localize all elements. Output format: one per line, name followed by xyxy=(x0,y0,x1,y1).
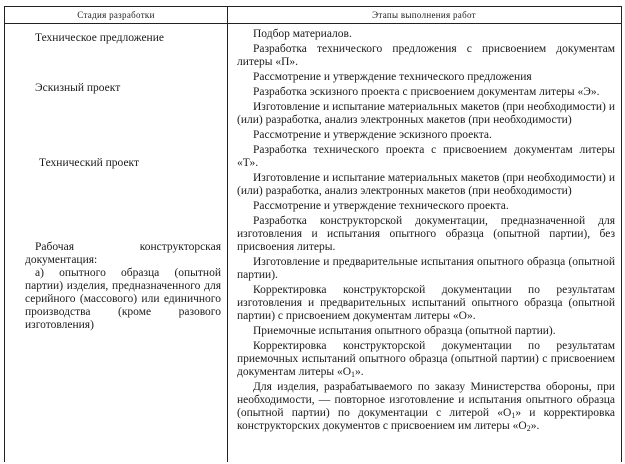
table-header xyxy=(5,7,621,24)
step-item: Приемочные испытания опытного образца (опытной партии). xyxy=(253,325,556,337)
step-item: Разработка конструкторской документации, предназначенной для изготовления и испытания опытного образца (опытной партии), без присвоения литеры. xyxy=(237,215,615,253)
step-item-o1 xyxy=(237,340,615,379)
step-text: Для изделия, разрабатываемого по заказу Министерства обороны, при необходимости, — повторное изготовление и испытания опытного образца (опытной партии) по документации с литерой «О xyxy=(237,381,615,419)
step-item-mo xyxy=(237,381,615,433)
stage-draft: Эскизный проект xyxy=(35,82,121,94)
step-item: Рассмотрение и утверждение технического проекта. xyxy=(253,200,509,212)
header-stage: Стадия разработки xyxy=(77,10,155,20)
step-item: Корректировка конструкторской документации по результатам изготовления и предварительных испытаний опытного образца (опытной партии) с присвоением документам литеры «О». xyxy=(237,284,615,322)
subscript: 1 xyxy=(511,411,516,420)
step-item: Изготовление и испытание материальных макетов (при необходимости) и (или) разработка, анализ электронных макетов (при необходимости) xyxy=(237,172,615,197)
stage-working-sub: а) опытного образца (опытной партии) изделия, предназначенного для серийного (массового) или единичного производства (кроме разового изготовления) xyxy=(25,267,221,331)
stage-tech-proposal: Техническое предложение xyxy=(35,32,164,44)
stage-technical: Технический проект xyxy=(39,157,140,169)
stage-working-docs xyxy=(25,241,221,332)
step-tail: ». xyxy=(530,420,540,432)
step-item: Разработка эскизного проекта с присвоением документам литеры «Э». xyxy=(253,86,600,98)
step-item: Рассмотрение и утверждение эскизного проекта. xyxy=(253,129,492,141)
step-item: Изготовление и испытание материальных макетов (при необходимости) и (или) разработка, анализ электронных макетов (при необходимости) xyxy=(237,101,615,126)
header-steps: Этапы выполнения работ xyxy=(372,10,476,20)
step-item: Разработка технического проекта с присвоением документам литеры «Т». xyxy=(237,144,615,169)
subscript: 1 xyxy=(351,370,356,379)
steps-column xyxy=(237,28,615,433)
stage-working-title: Рабочая конструкторская документация: xyxy=(25,241,221,266)
column-divider xyxy=(227,7,228,462)
step-item: Разработка технического предложения с присвоением документам литеры «П». xyxy=(237,43,615,68)
step-item: Подбор материалов. xyxy=(253,28,352,40)
stages-table xyxy=(4,6,622,462)
subscript: 2 xyxy=(526,424,531,433)
step-text: Корректировка конструкторской документации по результатам приемочных испытаний опытного образца (опытной партии) с присвоением документам литеры «О xyxy=(237,340,615,378)
step-tail: ». xyxy=(355,366,364,378)
step-text: » и корректировка конструкторских документов с присвоением им литеры «О xyxy=(237,407,616,432)
step-item: Рассмотрение и утверждение технического предложения xyxy=(253,71,532,83)
step-item: Изготовление и предварительные испытания опытного образца (опытной партии). xyxy=(237,256,615,281)
